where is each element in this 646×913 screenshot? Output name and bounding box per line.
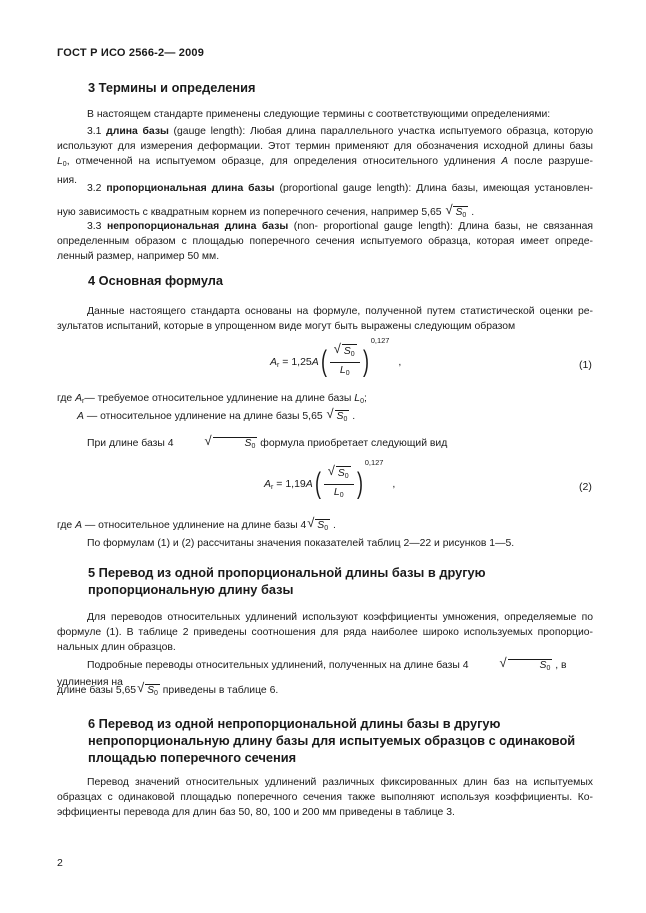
term-3-2: 3.2 пропорциональная длина базы (proportional gauge length): Длина базы, имеющая установлен- ную зависимость с квадратным корнем из поперечного сечения, например 5,65 √ $S_0$ . <box>57 181 593 222</box>
section-3-title: 3 Термины и определения <box>88 80 256 95</box>
section-6-title: 6 Перевод из одной непропорциональной длины базы в другую непропорциональную длину базы для испытуемых образцов с одинаковой площадью поперечного сечения <box>88 716 576 765</box>
term-3-3: 3.3 непропорциональная длина базы (non- proportional gauge length): Длина базы, не связанная определенным образом с площадью поперечного сечения испытуемого образца, которая имеет опреде- ленный размер, например 50 мм. <box>57 221 593 263</box>
section-5-para-1: Для переводов относительных удлинений используют коэффициенты умножения, определяемые по формуле (1). В таблице 2 приведены соотношения для ряда наиболее широко используемых пропорцио- нальных длин образцов. <box>57 612 593 654</box>
equation-number-1: (1) <box>579 359 592 371</box>
where-2: A — относительное удлинение на длине базы 5,65 √ $S_0$ . <box>77 409 613 426</box>
section-5-title: 5 Перевод из одной пропорциональной длины базы в другую пропорциональную длину базы <box>88 565 486 597</box>
section-4-para-1: Данные настоящего стандарта основаны на формуле, полученной путем статистической оценки ре- зультатов испытаний, которые в упрощенном виде могут быть выражены следующим образом <box>57 306 593 333</box>
term-3-1: 3.1 длина базы (gauge length): Любая длина параллельного участка испытуемого образца, которую используют для измерения деформации. Этот термин применяют для обозначения исходной длины базы $L_0$, отмеченной на испытуемом образце, для определения относительного удлинения A после разруше- ния. <box>57 126 594 186</box>
formula-1: $A_r = 1,25A$( √ $S_0$ $L_0$ )0,127 , <box>270 336 402 378</box>
where-1: где $A_r—$ требуемое относительное удлинение на длине базы $L_0$; <box>57 393 367 405</box>
section-4-para-3: По формулам (1) и (2) рассчитаны значения показателей таблиц 2—22 и рисунков 1—5. <box>87 538 515 549</box>
section-4-para-2: При длине базы 4 √ $S_0$ формула приобретает следующий вид <box>57 436 593 453</box>
section-5-para-2: Подробные переводы относительных удлинений, полученных на длине базы 4 √ $S_0$ , в удлинения на <box>57 655 567 688</box>
where-3: где A — относительное удлинение на длине базы 4 √ $S_0$ . <box>57 518 593 535</box>
document-header: ГОСТ Р ИСО 2566-2— 2009 <box>57 47 205 59</box>
section-5-para-3: длине базы 5,65 √ $S_0$ приведены в таблице 6. <box>57 683 593 700</box>
formula-2: $A_r = 1,19A$( √ $S_0$ $L_0$ )0,127 , <box>264 458 396 500</box>
section-3-intro: В настоящем стандарте применены следующие термины с соответствующими определениями: <box>87 109 551 120</box>
page-number: 2 <box>57 857 63 869</box>
section-6-para-1: Перевод значений относительных удлинений различных фиксированных длин баз на испытуемых образцах с одинаковой площадью поперечного сечения также выполняют используя коэффициенты. Ко- эффициенты перевода для длин баз 50, 80, 100 и 200 мм приведены в таблице 3. <box>57 777 593 819</box>
equation-number-2: (2) <box>579 481 592 493</box>
section-4-title: 4 Основная формула <box>88 273 224 288</box>
sqrt-s0: √ $S_0$ <box>445 205 468 222</box>
